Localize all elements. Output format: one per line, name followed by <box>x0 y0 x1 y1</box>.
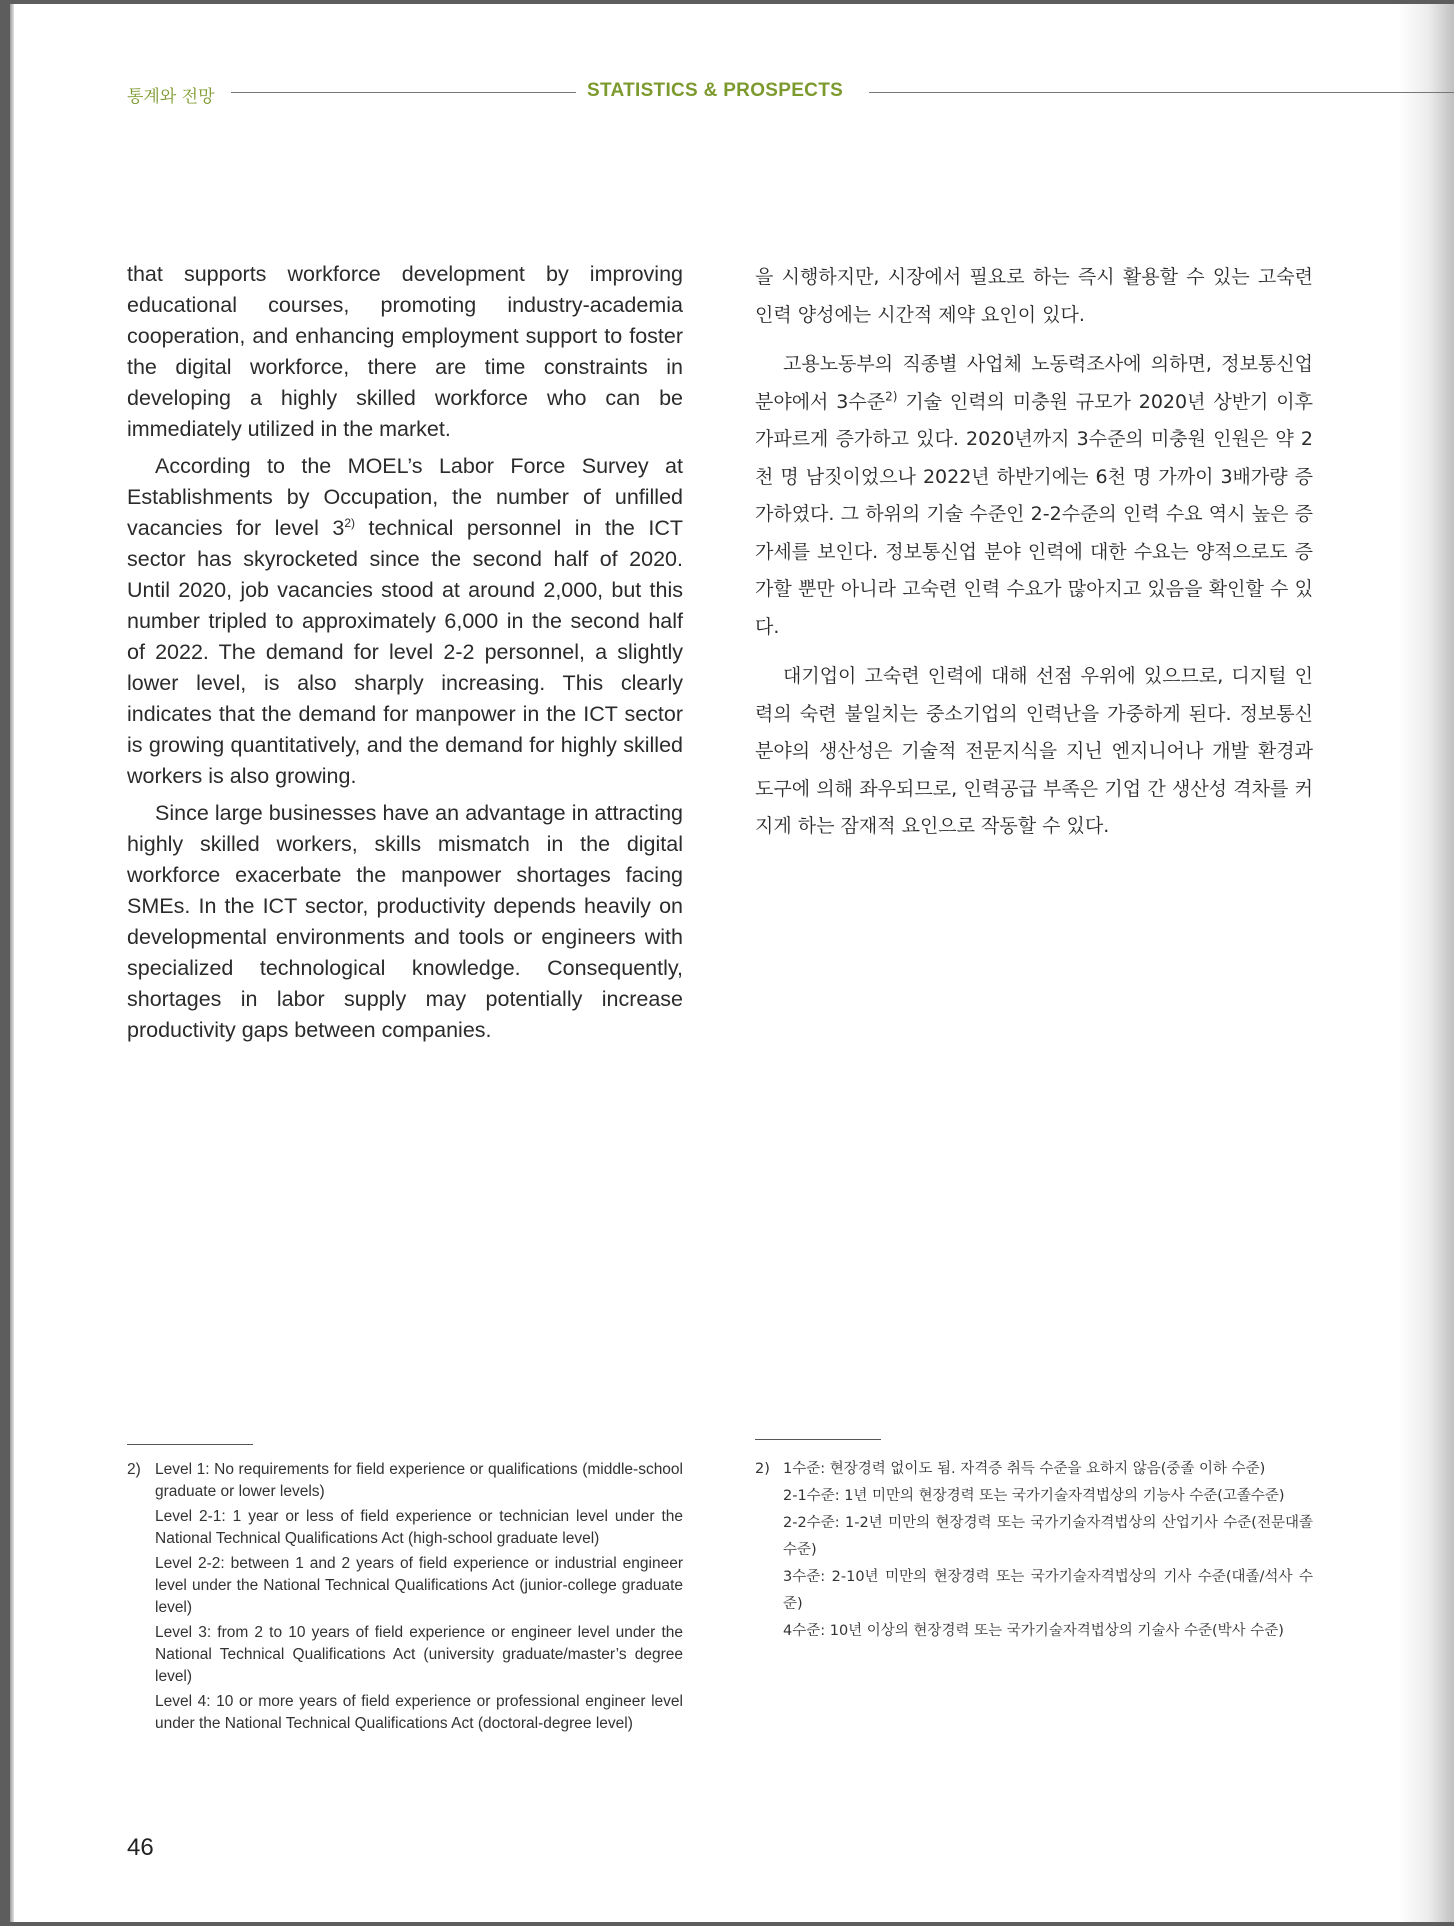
footnote-rule-ko <box>755 1439 881 1440</box>
header-section-en: STATISTICS & PROSPECTS <box>587 80 844 101</box>
running-header <box>127 80 1454 107</box>
footnote-ref-ko[interactable]: 2) <box>885 389 898 404</box>
footnote-ko-body <box>783 1456 1313 1645</box>
document-page <box>10 4 1454 1922</box>
footnote-en <box>127 1459 683 1738</box>
english-paragraph-2 <box>127 451 683 792</box>
english-paragraph-3: Since large businesses have an advantage in attracting highly skilled workers, skills mismatch in the digital workforce exacerbate the manpower shortages facing SMEs. In the ICT sector, productivity depends heavily on developmental environments and tools or engineers with specialized technological knowledge. Consequently, shortages in labor supply may potentially increase productivity gaps between companies. <box>127 801 683 1042</box>
page-number: 46 <box>127 1834 154 1861</box>
footnote-en-item <box>127 1459 683 1738</box>
korean-paragraph-2-text-b: 기술 인력의 미충원 규모가 2020년 상반기 이후 가파르게 증가하고 있다. 2020년까지 3수준의 미충원 인원은 약 2천 명 남짓이었으나 2022년 하반기에는 6천 명 가까이 3배가량 증가하였다. 그 하위의 기술 수준인 2-2수준의 인력 수요 역시 높은 증가세를 보인다. 정보통신업 분야 인력에 대한 수요는 양적으로도 증가할 뿐만 아니라 고숙련 인력 수요가 많아지고 있음을 확인할 수 있다. <box>755 390 1313 638</box>
korean-column <box>755 259 1313 858</box>
korean-paragraph-2-text-a: 고용노동부의 직종별 사업체 노동력조사에 의하면, 정보통신업 분야에서 3수준 <box>755 353 1313 413</box>
english-paragraph-2-text-b: technical personnel in the ICT sector has skyrocketed since the second half of 2020. Until 2020, job vacancies stood at around 2,000, but this number tripled to approximately 6,000 in the second half of 2022. The demand for level 2-2 personnel, a slightly lower level, is also sharply increasing. This clearly indicates that the demand for manpower in the ICT sector is growing quantitatively, and the demand for highly skilled workers is also growing. <box>127 516 683 788</box>
footnote-rule-en <box>127 1444 253 1445</box>
footnote-en-line: Level 2-2: between 1 and 2 years of field experience or industrial engineer level under the National Technical Qualifications Act (junior-college graduate level) <box>155 1555 683 1616</box>
header-rule-left <box>231 92 576 93</box>
footnote-en-body <box>155 1459 683 1738</box>
korean-paragraph-1: 을 시행하지만, 시장에서 필요로 하는 즉시 활용할 수 있는 고숙련 인력 양성에는 시간적 제약 요인이 있다. <box>755 266 1313 326</box>
page-gutter-shadow <box>1398 4 1454 1922</box>
footnote-en-line: Level 1: No requirements for field experience or qualifications (middle-school graduate or lower levels) <box>155 1461 683 1500</box>
footnote-ko-line: 4수준: 10년 이상의 현장경력 또는 국가기술자격법상의 기술사 수준(박사 수준) <box>783 1623 1284 1639</box>
footnote-ko-line: 2-1수준: 1년 미만의 현장경력 또는 국가기술자격법상의 기능사 수준(고졸수준) <box>783 1488 1285 1504</box>
footnote-ko-line: 3수준: 2-10년 미만의 현장경력 또는 국가기술자격법상의 기사 수준(대졸/석사 수준) <box>783 1569 1313 1612</box>
footnote-ref-en[interactable]: 2) <box>344 515 356 530</box>
footnote-ko-line: 2-2수준: 1-2년 미만의 현장경력 또는 국가기술자격법상의 산업기사 수준(전문대졸 수준) <box>783 1515 1313 1558</box>
korean-paragraph-3: 대기업이 고숙련 인력에 대해 선점 우위에 있으므로, 디지털 인력의 숙련 불일치는 중소기업의 인력난을 가중하게 된다. 정보통신 분야의 생산성은 기술적 전문지식을 지닌 엔지니어나 개발 환경과 도구에 의해 좌우되므로, 인력공급 부족은 기업 간 생산성 격차를 커지게 하는 잠재적 요인으로 작동할 수 있다. <box>755 665 1313 837</box>
page-left-edge <box>10 4 14 1922</box>
footnote-ko <box>755 1456 1313 1645</box>
english-paragraph-1: that supports workforce development by improving educational courses, promoting industry-academia cooperation, and enhancing employment support to foster the digital workforce, there are time constraints in developing a highly skilled workforce who can be immediately utilized in the market. <box>127 262 683 441</box>
footnote-ko-item <box>755 1456 1313 1645</box>
english-paragraph-2-text-a: According to the MOEL’s Labor Force Survey at Establishments by Occupation, the number of unfilled vacancies for level 3 <box>127 454 683 540</box>
footnote-ko-mark: 2) <box>755 1461 770 1477</box>
header-section-ko: 통계와 전망 <box>127 87 215 107</box>
header-rule-right <box>869 92 1454 93</box>
korean-paragraph-2 <box>755 346 1313 646</box>
footnote-ko-line: 1수준: 현장경력 없이도 됨. 자격증 취득 수준을 요하지 않음(중졸 이하 수준) <box>783 1461 1266 1477</box>
footnote-en-line: Level 2-1: 1 year or less of field experience or technician level under the National Technical Qualifications Act (high-school graduate level) <box>155 1508 683 1547</box>
footnote-en-line: Level 4: 10 or more years of field experience or professional engineer level under the National Technical Qualifications Act (doctoral-degree level) <box>155 1693 683 1732</box>
footnote-en-line: Level 3: from 2 to 10 years of field experience or engineer level under the National Technical Qualifications Act (university graduate/master’s degree level) <box>155 1624 683 1685</box>
english-column <box>127 259 683 1052</box>
footnote-en-mark: 2) <box>127 1461 141 1478</box>
